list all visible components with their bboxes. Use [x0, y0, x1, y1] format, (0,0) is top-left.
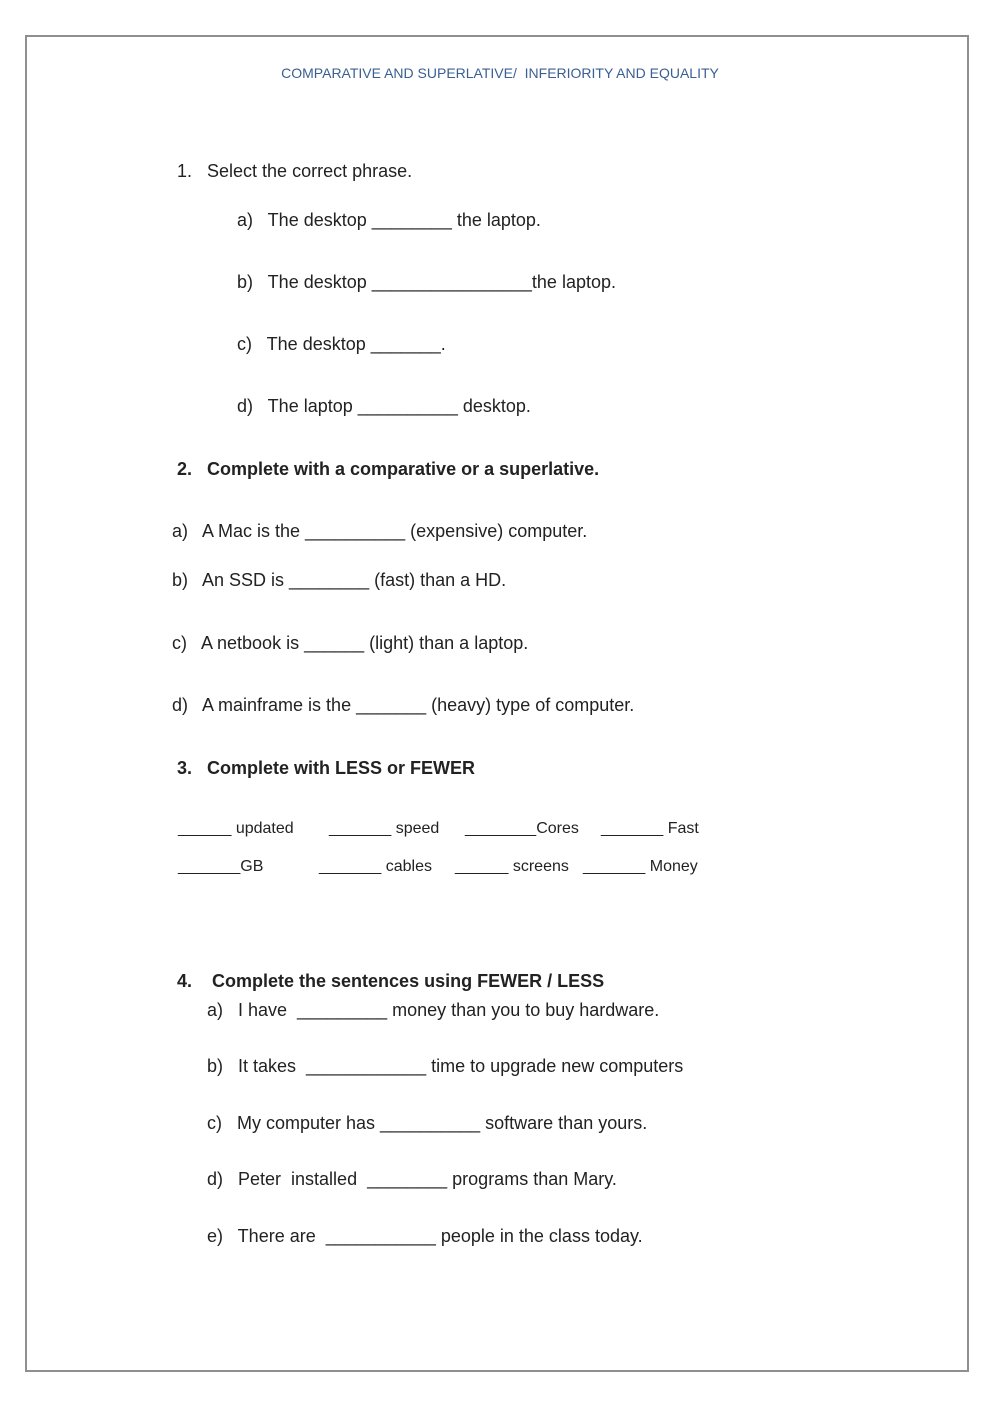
section-2-item-a: a) A Mac is the __________ (expensive) computer.: [172, 521, 588, 541]
worksheet-title: COMPARATIVE AND SUPERLATIVE/ INFERIORITY AND EQUALITY: [281, 65, 719, 81]
section-4-heading: 4. Complete the sentences using FEWER / LESS: [177, 971, 605, 991]
word-blank-item: _______ speed: [329, 820, 440, 837]
word-blank-item: ________Cores: [465, 820, 579, 837]
section-1-item-c: c) The desktop _______.: [237, 334, 446, 354]
word-blank-item: ______ updated: [178, 820, 294, 837]
section-4-item-e: e) There are ___________ people in the class today.: [207, 1226, 643, 1246]
section-2-item-c: c) A netbook is ______ (light) than a laptop.: [172, 633, 529, 653]
word-blank-item: _______ Money: [583, 858, 698, 875]
section-4-item-a: a) I have _________ money than you to buy hardware.: [207, 1000, 660, 1020]
section-2-item-d: d) A mainframe is the _______ (heavy) type of computer.: [172, 695, 635, 715]
section-1-item-b: b) The desktop ________________the laptop.: [237, 272, 616, 292]
section-4-item-d: d) Peter installed ________ programs than Mary.: [207, 1169, 617, 1189]
section-2-heading: 2. Complete with a comparative or a superlative.: [177, 459, 600, 479]
word-blank-item: _______ cables: [319, 858, 432, 875]
section-3-heading: 3. Complete with LESS or FEWER: [177, 758, 476, 778]
word-blank-item: ______ screens: [455, 858, 569, 875]
word-blank-item: _______GB: [178, 858, 264, 875]
section-2-item-b: b) An SSD is ________ (fast) than a HD.: [172, 570, 507, 590]
section-1-heading: 1. Select the correct phrase.: [177, 161, 413, 181]
section-1-item-a: a) The desktop ________ the laptop.: [237, 210, 541, 230]
word-blank-item: _______ Fast: [601, 820, 699, 837]
section-4-item-c: c) My computer has __________ software than yours.: [207, 1113, 648, 1133]
section-1-item-d: d) The laptop __________ desktop.: [237, 396, 531, 416]
section-4-item-b: b) It takes ____________ time to upgrade new computers: [207, 1056, 684, 1076]
